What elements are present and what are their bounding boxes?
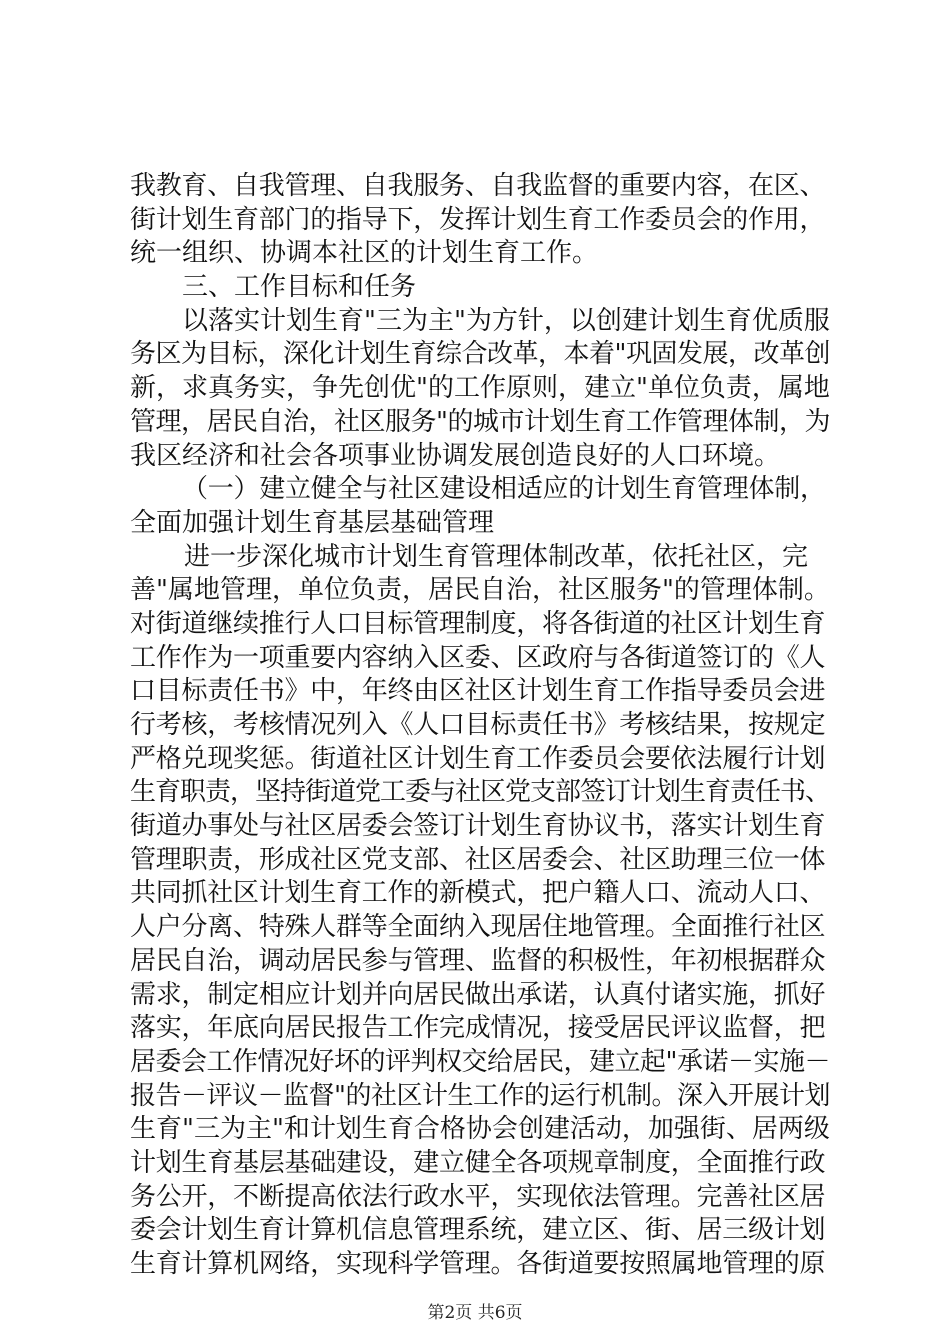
text-line: 需求，制定相应计划并向居民做出承诺，认真付诸实施，抓好: [130, 979, 826, 1010]
text-line: 管理，居民自治，社区服务"的城市计划生育工作管理体制，为: [130, 406, 830, 437]
text-line: 报告－评议－监督"的社区计生工作的运行机制。深入开展计划: [130, 1080, 830, 1111]
text-line: 对街道继续推行人口目标管理制度，将各街道的社区计划生育: [130, 608, 826, 639]
text-line: 口目标责任书》中，年终由区社区计划生育工作指导委员会进: [130, 676, 826, 707]
document-body: [130, 170, 830, 1282]
text-line: 生育计算机网络，实现科学管理。各街道要按照属地管理的原: [130, 1249, 826, 1279]
section-heading: 三、工作目标和任务: [182, 272, 417, 303]
text-line: 居委会工作情况好坏的评判权交给居民，建立起"承诺－实施－: [130, 1046, 830, 1077]
text-line: 统一组织、协调本社区的计划生育工作。: [130, 238, 599, 269]
text-line: 我区经济和社会各项事业协调发展创造良好的人口环境。: [130, 440, 781, 471]
text-line: 人户分离、特殊人群等全面纳入现居住地管理。全面推行社区: [130, 912, 826, 943]
text-line: 行考核，考核情况列入《人口目标责任书》考核结果，按规定: [130, 710, 826, 740]
text-line: 生育"三为主"和计划生育合格协会创建活动，加强街、居两级: [130, 1114, 830, 1145]
text-line: 以落实计划生育"三为主"为方针，以创建计划生育优质服: [182, 305, 830, 336]
text-line: 严格兑现奖惩。街道社区计划生育工作委员会要依法履行计划: [130, 743, 826, 774]
text-line: 善"属地管理，单位负责，居民自治，社区服务"的管理体制。: [130, 575, 830, 606]
text-line: 务公开，不断提高依法行政水平，实现依法管理。完善社区居: [130, 1181, 826, 1212]
text-line: 居民自治，调动居民参与管理、监督的积极性，年初根据群众: [130, 945, 826, 976]
text-line: 街计划生育部门的指导下，发挥计划生育工作委员会的作用，: [130, 204, 826, 235]
subsection-heading: （一）建立健全与社区建设相适应的计划生育管理体制，: [182, 474, 826, 505]
page-number-footer: 第2页 共6页: [427, 1303, 523, 1323]
text-line: 计划生育基层基础建设，建立健全各项规章制度，全面推行政: [130, 1147, 826, 1178]
text-line: 务区为目标，深化计划生育综合改革，本着"巩固发展，改革创: [130, 339, 830, 370]
subsection-heading-continued: 全面加强计划生育基层基础管理: [130, 507, 495, 538]
text-line: 共同抓社区计划生育工作的新模式，把户籍人口、流动人口、: [130, 878, 826, 909]
text-line: 街道办事处与社区居委会签订计划生育协议书，落实计划生育: [130, 811, 826, 842]
text-line: 生育职责，坚持街道党工委与社区党支部签订计划生育责任书、: [130, 777, 831, 808]
text-line: 我教育、自我管理、自我服务、自我监督的重要内容，在区、: [130, 171, 826, 201]
text-line: 新，求真务实，争先创优"的工作原则，建立"单位负责，属地: [130, 373, 830, 404]
text-line: 进一步深化城市计划生育管理体制改革，依托社区，完: [184, 541, 809, 572]
text-line: 落实，年底向居民报告工作完成情况，接受居民评议监督，把: [130, 1013, 826, 1044]
text-line: 委会计划生育计算机信息管理系统，建立区、街、居三级计划: [130, 1215, 826, 1246]
text-line: 管理职责，形成社区党支部、社区居委会、社区助理三位一体: [130, 844, 826, 875]
text-line: 工作作为一项重要内容纳入区委、区政府与各街道签订的《人: [130, 642, 826, 673]
